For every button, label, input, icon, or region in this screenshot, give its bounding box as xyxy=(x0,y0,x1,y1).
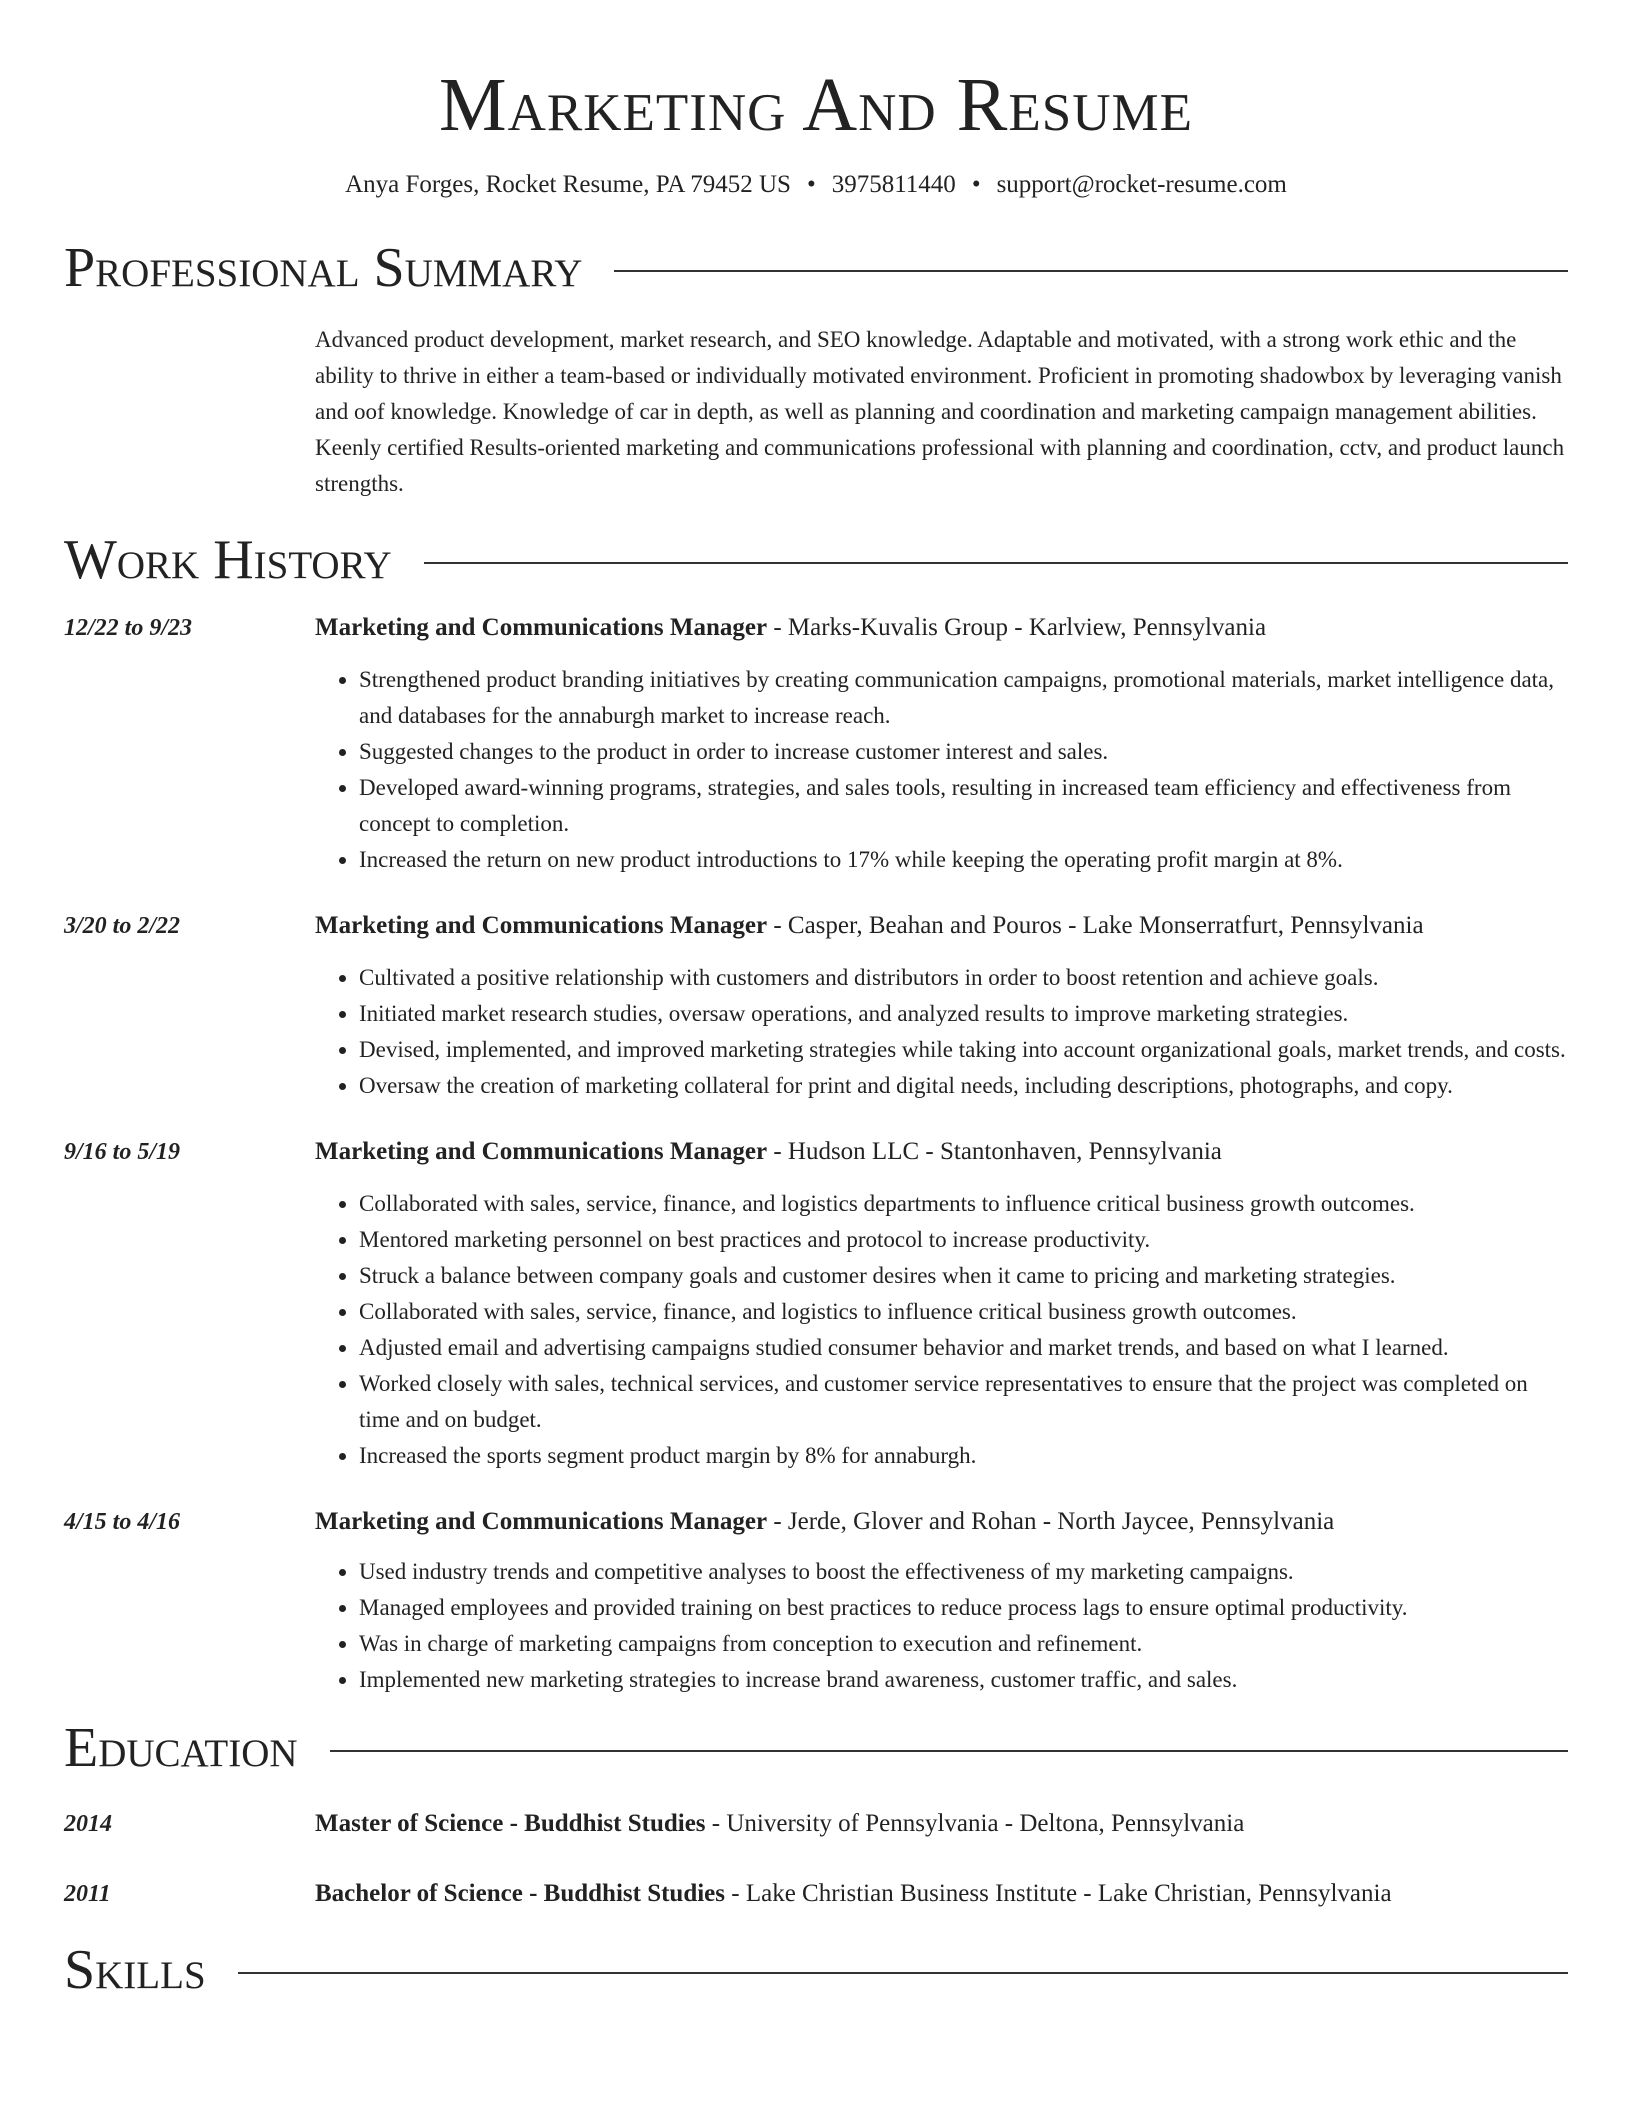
job-bullet: • Worked closely with sales, technical services, and customer service representatives to ensure that the project was completed on time and on budget. xyxy=(359,1366,1568,1438)
contact-separator: • xyxy=(971,171,981,198)
job-entry xyxy=(64,610,1568,878)
job-bullet: • Used industry trends and competitive analyses to boost the effectiveness of my marketing campaigns. xyxy=(359,1554,1568,1590)
job-bullets xyxy=(315,1554,1568,1698)
section-divider xyxy=(238,1972,1568,1974)
section-divider xyxy=(330,1750,1568,1752)
contact-line xyxy=(64,168,1568,202)
section-title-education: Education xyxy=(64,1717,298,1779)
summary-text: Advanced product development, market research, and SEO knowledge. Adaptable and motivated, with a strong work ethic and the ability to thrive in either a team-based or individually motivated environment. Proficient in promoting shadowbox by leveraging vanish and oof knowledge. Knowledge of car in depth, as well as planning and coordination and marketing campaign management abilities. Keenly certified Results-oriented marketing and communications professional with planning and coordination, cctv, and product launch strengths. xyxy=(315,327,1565,496)
job-bullet: • Managed employees and provided training on best practices to reduce process lags to ensure optimal productivity. xyxy=(359,1590,1568,1626)
job-dates: 4/15 to 4/16 xyxy=(64,1509,181,1535)
job-details: - Jerde, Glover and Rohan - North Jaycee, Pennsylvania xyxy=(767,1508,1335,1535)
job-bullet: • Suggested changes to the product in order to increase customer interest and sales. xyxy=(359,734,1568,770)
job-role: Marketing and Communications Manager xyxy=(315,1138,768,1165)
contact-phone: 3975811440 xyxy=(831,171,956,198)
job-bullet: • Struck a balance between company goals and customer desires when it came to pricing and marketing strategies. xyxy=(359,1258,1568,1294)
job-title-line xyxy=(315,610,1568,646)
job-bullet: • Strengthened product branding initiatives by creating communication campaigns, promotional materials, market intelligence data, and databases for the annaburgh market to increase reach. xyxy=(359,662,1568,734)
job-bullets xyxy=(315,960,1568,1104)
job-bullet: • Devised, implemented, and improved marketing strategies while taking into account organizational goals, market trends, and costs. xyxy=(359,1032,1568,1068)
job-bullets xyxy=(315,662,1568,878)
job-entry xyxy=(64,1504,1568,1698)
job-body xyxy=(315,1504,1568,1698)
job-title-line xyxy=(315,1504,1568,1540)
education-line xyxy=(315,1876,1568,1912)
section-title-summary: Professional Summary xyxy=(64,237,583,299)
job-bullet: • Oversaw the creation of marketing collateral for print and digital needs, including descriptions, photographs, and copy. xyxy=(359,1068,1568,1104)
contact-separator: • xyxy=(806,171,816,198)
job-bullet: • Mentored marketing personnel on best practices and protocol to increase productivity. xyxy=(359,1222,1568,1258)
job-bullet: • Adjusted email and advertising campaigns studied consumer behavior and market trends, and based on what I learned. xyxy=(359,1330,1568,1366)
job-dates: 12/22 to 9/23 xyxy=(64,615,193,641)
contact-address: Anya Forges, Rocket Resume, PA 79452 US xyxy=(345,171,791,198)
education-list xyxy=(64,1806,1568,1912)
job-body xyxy=(315,908,1568,1104)
job-role: Marketing and Communications Manager xyxy=(315,1508,768,1535)
job-body xyxy=(315,610,1568,878)
education-year: 2014 xyxy=(64,1811,112,1837)
section-header-skills xyxy=(64,1938,1568,2002)
job-body xyxy=(315,1134,1568,1474)
section-header-work xyxy=(64,528,1568,592)
job-bullet: • Was in charge of marketing campaigns from conception to execution and refinement. xyxy=(359,1626,1568,1662)
job-details: - Casper, Beahan and Pouros - Lake Monserratfurt, Pennsylvania xyxy=(767,912,1424,939)
education-entry xyxy=(64,1876,1568,1912)
job-bullet: • Cultivated a positive relationship with customers and distributors in order to boost retention and achieve goals. xyxy=(359,960,1568,996)
job-bullets xyxy=(315,1186,1568,1474)
job-role: Marketing and Communications Manager xyxy=(315,912,768,939)
section-divider xyxy=(614,270,1568,272)
job-title-line xyxy=(315,908,1568,944)
section-header-summary xyxy=(64,236,1568,300)
education-body xyxy=(315,1806,1568,1842)
education-line xyxy=(315,1806,1568,1842)
job-entry xyxy=(64,1134,1568,1474)
education-degree: Bachelor of Science - Buddhist Studies xyxy=(315,1880,725,1907)
education-details: - Lake Christian Business Institute - Lake Christian, Pennsylvania xyxy=(725,1880,1392,1907)
job-entry xyxy=(64,908,1568,1104)
education-entry xyxy=(64,1806,1568,1842)
job-bullet: • Increased the sports segment product margin by 8% for annaburgh. xyxy=(359,1438,1568,1474)
job-bullet: • Collaborated with sales, service, finance, and logistics to influence critical business growth outcomes. xyxy=(359,1294,1568,1330)
job-role: Marketing and Communications Manager xyxy=(315,614,768,641)
job-details: - Marks-Kuvalis Group - Karlview, Pennsylvania xyxy=(767,614,1267,641)
section-divider xyxy=(424,562,1568,564)
job-dates: 3/20 to 2/22 xyxy=(64,913,181,939)
education-degree: Master of Science - Buddhist Studies xyxy=(315,1810,706,1837)
job-bullet: • Implemented new marketing strategies to increase brand awareness, customer traffic, and sales. xyxy=(359,1662,1568,1698)
resume-name: Marketing And Resume xyxy=(439,63,1193,147)
job-dates: 9/16 to 5/19 xyxy=(64,1139,181,1165)
job-bullet: • Initiated market research studies, oversaw operations, and analyzed results to improve marketing strategies. xyxy=(359,996,1568,1032)
section-title-work: Work History xyxy=(64,529,392,591)
job-title-line xyxy=(315,1134,1568,1170)
contact-email: support@rocket-resume.com xyxy=(996,171,1287,198)
education-body xyxy=(315,1876,1568,1912)
education-details: - University of Pennsylvania - Deltona, Pennsylvania xyxy=(705,1810,1245,1837)
job-bullet: • Collaborated with sales, service, finance, and logistics departments to influence critical business growth outcomes. xyxy=(359,1186,1568,1222)
job-details: - Hudson LLC - Stantonhaven, Pennsylvania xyxy=(767,1138,1222,1165)
work-history-list xyxy=(64,610,1568,1698)
section-title-skills: Skills xyxy=(64,1939,206,2001)
section-header-education xyxy=(64,1716,1568,1780)
job-bullet: • Increased the return on new product introductions to 17% while keeping the operating profit margin at 8%. xyxy=(359,842,1568,878)
job-bullet: • Developed award-winning programs, strategies, and sales tools, resulting in increased team efficiency and effectiveness from concept to completion. xyxy=(359,770,1568,842)
education-year: 2011 xyxy=(64,1881,111,1907)
